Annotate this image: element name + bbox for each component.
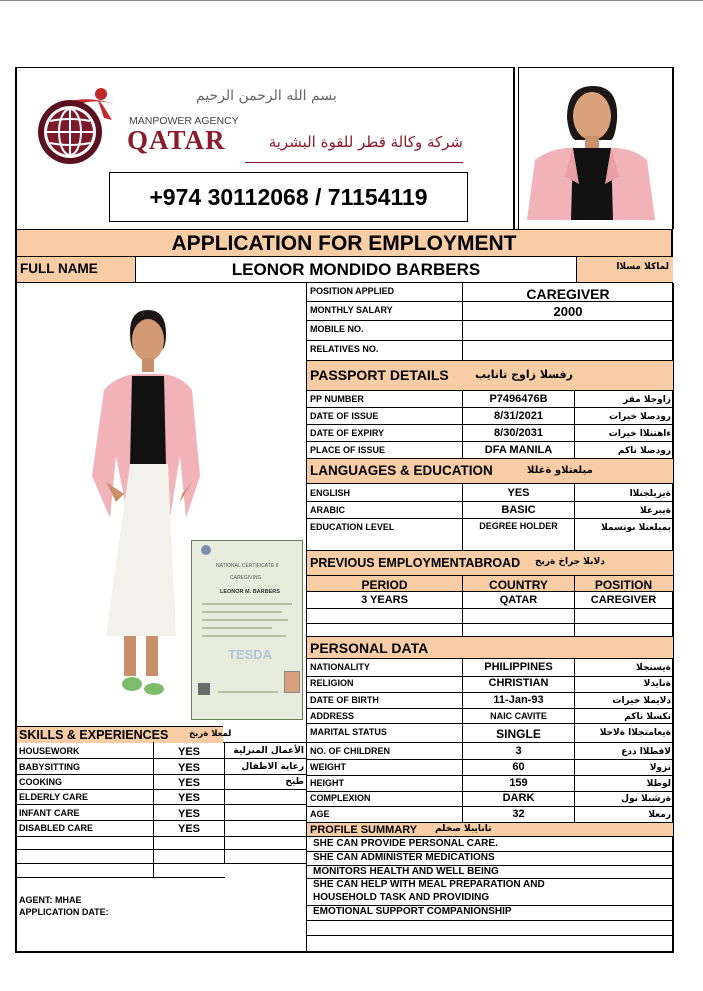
- passport-row-line: [307, 407, 673, 408]
- profile-line: SHE CAN ADMINISTER MEDICATIONS: [313, 852, 495, 863]
- housework-ar: الأعمال المنزلية: [233, 746, 304, 756]
- certificate-text-line: [202, 627, 272, 629]
- personal-row-line: [307, 692, 673, 693]
- personal-row-line: [307, 775, 673, 776]
- marital-status-label: MARITAL STATUS: [310, 727, 387, 737]
- passport-row-line: [307, 441, 673, 442]
- previous-position-value: CAREGIVER: [590, 594, 657, 606]
- agency-underline: [245, 162, 463, 163]
- education-level-ar: يميلعتلا ىوتسملا: [601, 523, 671, 533]
- passport-title: PASSPORT DETAILS: [310, 367, 449, 383]
- babysitting-value: YES: [177, 762, 200, 774]
- weight-label: WEIGHT: [310, 762, 346, 772]
- previous-employment-title-ar: دلابلا جراخ ةربخ: [535, 557, 605, 567]
- pp-number-value: P7496476B: [489, 393, 548, 405]
- agency-name-big: QATAR: [127, 125, 226, 155]
- disabled-care-value: YES: [177, 823, 200, 835]
- certificate-text-line: [202, 611, 282, 613]
- certificate-seal-icon: [201, 545, 211, 555]
- babysitting-ar: رعاية الاطفال: [241, 762, 304, 772]
- babysitting-label: BABYSITTING: [19, 762, 81, 772]
- agency-arabic-name: شركة وكالة قطر للقوة البشرية: [268, 133, 463, 151]
- profile-summary-title-ar: تانايبلا صخلم: [435, 824, 492, 834]
- housework-value: YES: [177, 746, 200, 758]
- certificate-qualification: CAREGIVING: [230, 575, 262, 581]
- age-value: 32: [512, 808, 525, 820]
- skills-row-line: [15, 804, 306, 805]
- education-level-label: EDUCATION LEVEL: [310, 522, 395, 532]
- certificate-text-line: [202, 619, 288, 621]
- agency-globe-logo: [28, 84, 124, 168]
- skills-row-line: [15, 758, 306, 759]
- skills-title-ar: لمعلا ةربخ: [189, 729, 232, 739]
- address-ar: نكسلا ناكم: [624, 712, 671, 722]
- previous-header-position: POSITION: [594, 578, 653, 592]
- languages-row-line: [307, 518, 673, 519]
- languages-row-line: [307, 501, 673, 502]
- certificate-text-line: [202, 603, 292, 605]
- agency-name-small: MANPOWER AGENCY: [129, 115, 239, 127]
- photo-left-line: [518, 67, 519, 229]
- profile-summary-title: PROFILE SUMMARY: [310, 824, 418, 836]
- place-of-issue-label: PLACE OF ISSUE: [310, 445, 386, 455]
- no-of-children-label: NO. OF CHILDREN: [310, 746, 390, 756]
- certificate-watermark: TESDA: [228, 647, 273, 662]
- skills-row-line: [15, 877, 225, 878]
- application-date-line: APPLICATION DATE:: [19, 907, 109, 917]
- address-value: NAIC CAVITE: [490, 711, 547, 721]
- position-applied-label: POSITION APPLIED: [310, 286, 395, 296]
- infant-care-label: INFANT CARE: [19, 808, 80, 818]
- certificate-text-line: [202, 635, 286, 637]
- date-of-expiry-value: 8/30/2031: [494, 427, 543, 439]
- date-of-issue-label: DATE OF ISSUE: [310, 411, 379, 421]
- no-of-children-ar: لافطلاا ددع: [621, 747, 671, 757]
- certificate-id-photo: [284, 671, 300, 693]
- arabic-label: ARABIC: [310, 505, 345, 515]
- english-label: ENGLISH: [310, 488, 351, 498]
- personal-row-line: [307, 806, 673, 807]
- applicant-full-body-photo: [82, 306, 206, 698]
- position-row-line: [307, 340, 673, 341]
- english-ar: ةيزيلجنلاا: [629, 489, 671, 499]
- certificate-holder: LEONOR M. BARBERS: [220, 589, 280, 595]
- skills-row-line: [15, 849, 306, 850]
- profile-line: EMOTIONAL SUPPORT COMPANIONSHIP: [313, 906, 512, 917]
- pp-number-ar: زاوجلا مقر: [623, 395, 671, 405]
- full-name-ar: لماكلا مسلاا: [616, 262, 669, 272]
- height-ar: لوطلا: [646, 779, 671, 789]
- nationality-label: NATIONALITY: [310, 662, 370, 672]
- agent-line: AGENT: MHAE: [19, 895, 82, 905]
- elderly-care-label: ELDERLY CARE: [19, 792, 89, 802]
- personal-row-line: [307, 723, 673, 724]
- place-of-issue-ar: رودصلا ناكم: [617, 446, 671, 456]
- complexion-ar: ةرشبلا نول: [621, 794, 671, 804]
- photo-top-line: [518, 67, 674, 68]
- nationality-value: PHILIPPINES: [484, 661, 553, 673]
- languages-col-divider: [574, 484, 575, 550]
- header-photo-divider: [513, 67, 515, 229]
- full-name-ar-cell: [576, 257, 673, 282]
- previous-header-period: PERIOD: [361, 578, 408, 592]
- skills-row-line: [15, 789, 306, 790]
- body-bottom-border: [15, 951, 674, 953]
- body-left-border: [15, 283, 17, 952]
- mobile-no-label: MOBILE NO.: [310, 324, 364, 334]
- skills-header: [17, 726, 232, 743]
- certificate-signature-line: [218, 691, 278, 693]
- skills-row-line: [15, 774, 306, 775]
- marital-status-ar: ةيعامتجلاا ةلاحلا: [599, 728, 671, 738]
- skills-title: SKILLS & EXPERIENCES: [19, 728, 169, 742]
- languages-title-ar: ميلعتلاو ةغللا: [527, 465, 593, 476]
- languages-header: [307, 458, 673, 484]
- height-label: HEIGHT: [310, 778, 345, 788]
- passport-header: [307, 360, 673, 391]
- profile-line: SHE CAN PROVIDE PERSONAL CARE.: [313, 838, 498, 849]
- personal-col-divider: [574, 659, 575, 822]
- skills-row-line: [15, 863, 306, 864]
- passport-row-line: [307, 424, 673, 425]
- address-label: ADDRESS: [310, 711, 355, 721]
- monthly-salary-label: MONTHLY SALARY: [310, 305, 393, 315]
- weight-value: 60: [512, 761, 525, 773]
- date-of-birth-label: DATE OF BIRTH: [310, 695, 379, 705]
- housework-label: HOUSEWORK: [19, 746, 80, 756]
- complexion-label: COMPLEXION: [310, 793, 371, 803]
- date-of-issue-value: 8/31/2021: [494, 410, 543, 422]
- relatives-no-label: RELATIVES NO.: [310, 344, 379, 354]
- header-left-border: [15, 67, 17, 229]
- profile-row-line: [307, 920, 673, 921]
- profile-summary-header: [307, 822, 673, 837]
- date-of-expiry-label: DATE OF EXPIRY: [310, 428, 385, 438]
- skills-row-line: [15, 820, 306, 821]
- position-applied-value: CAREGIVER: [526, 286, 610, 302]
- profile-line: SHE CAN HELP WITH MEAL PREPARATION AND: [313, 879, 545, 890]
- full-name-row: [15, 257, 673, 283]
- english-value: YES: [507, 487, 530, 499]
- profile-line: HOUSEHOLD TASK AND PROVIDING: [313, 892, 490, 903]
- date-of-birth-value: 11-Jan-93: [493, 694, 544, 706]
- passport-title-ar: رفسلا زاوج تانايب: [475, 368, 573, 381]
- profile-line: MONITORS HEALTH AND WELL BEING: [313, 866, 499, 877]
- previous-country-value: QATAR: [499, 594, 538, 606]
- languages-title: LANGUAGES & EDUCATION: [310, 463, 493, 478]
- cooking-value: YES: [177, 777, 200, 789]
- elderly-care-value: YES: [177, 792, 200, 804]
- title-bar: [15, 229, 673, 257]
- header-right-border: [672, 67, 674, 229]
- previous-row-line: [307, 623, 673, 624]
- pp-number-label: PP NUMBER: [310, 394, 364, 404]
- skills-row-line: [15, 836, 306, 837]
- previous-employment-title: PREVIOUS EMPLOYMENTABROAD: [310, 556, 521, 570]
- previous-header-country: COUNTRY: [489, 578, 548, 592]
- passport-col-divider: [574, 391, 575, 458]
- place-of-issue-value: DFA MANILA: [484, 444, 553, 456]
- previous-row-line: [307, 608, 673, 609]
- no-of-children-value: 3: [515, 745, 522, 757]
- infant-care-value: YES: [177, 808, 200, 820]
- nationality-ar: ةيسنجلا: [636, 663, 671, 673]
- page-title: APPLICATION FOR EMPLOYMENT: [171, 232, 517, 255]
- age-label: AGE: [310, 809, 330, 819]
- previous-period-value: 3 YEARS: [361, 594, 408, 606]
- religion-ar: ةنايدلا: [643, 679, 671, 689]
- personal-data-title: PERSONAL DATA: [310, 640, 429, 656]
- monthly-salary-value: 2000: [553, 304, 583, 319]
- age-ar: رمعلا: [648, 810, 671, 820]
- date-of-expiry-ar: ءاهتنلاا خيرات: [608, 429, 671, 439]
- complexion-value: DARK: [502, 792, 535, 804]
- cooking-label: COOKING: [19, 777, 63, 787]
- header-top-line: [15, 67, 513, 68]
- personal-row-line: [307, 759, 673, 760]
- position-row-line: [307, 320, 673, 321]
- height-value: 159: [509, 777, 528, 789]
- agency-phone: +974 30112068 / 71154119: [109, 172, 468, 222]
- cooking-ar: طبخ: [285, 777, 304, 787]
- arabic-value: BASIC: [501, 504, 536, 516]
- top-border-line: [0, 0, 703, 1]
- certificate-image: [191, 540, 303, 720]
- disabled-care-label: DISABLED CARE: [19, 823, 94, 833]
- profile-row-line: [307, 935, 673, 936]
- weight-ar: نزولا: [649, 763, 671, 773]
- agency-arabic-tag: بسم الله الرحمن الرحيم: [196, 88, 337, 104]
- marital-status-value: SINGLE: [496, 727, 541, 741]
- arabic-ar: ةيبرعلا: [640, 506, 671, 516]
- certificate-header: NATIONAL CERTIFICATE II: [216, 563, 279, 569]
- certificate-qr-code: [198, 683, 210, 695]
- personal-data-header: [307, 636, 673, 659]
- religion-label: RELIGION: [310, 678, 354, 688]
- date-of-issue-ar: رودصلا خيرات: [609, 412, 671, 422]
- applicant-portrait-photo: [523, 80, 656, 220]
- personal-row-line: [307, 708, 673, 709]
- religion-value: CHRISTIAN: [488, 677, 549, 689]
- date-of-birth-ar: دلايملا خيرات: [612, 696, 671, 706]
- previous-employment-header: [307, 550, 673, 576]
- education-level-value: DEGREE HOLDER: [479, 521, 558, 531]
- full-name-label: FULL NAME: [20, 261, 98, 276]
- skills-col-divider: [224, 742, 225, 864]
- full-name-label-cell: [17, 257, 136, 282]
- full-name-value: LEONOR MONDIDO BARBERS: [231, 260, 481, 279]
